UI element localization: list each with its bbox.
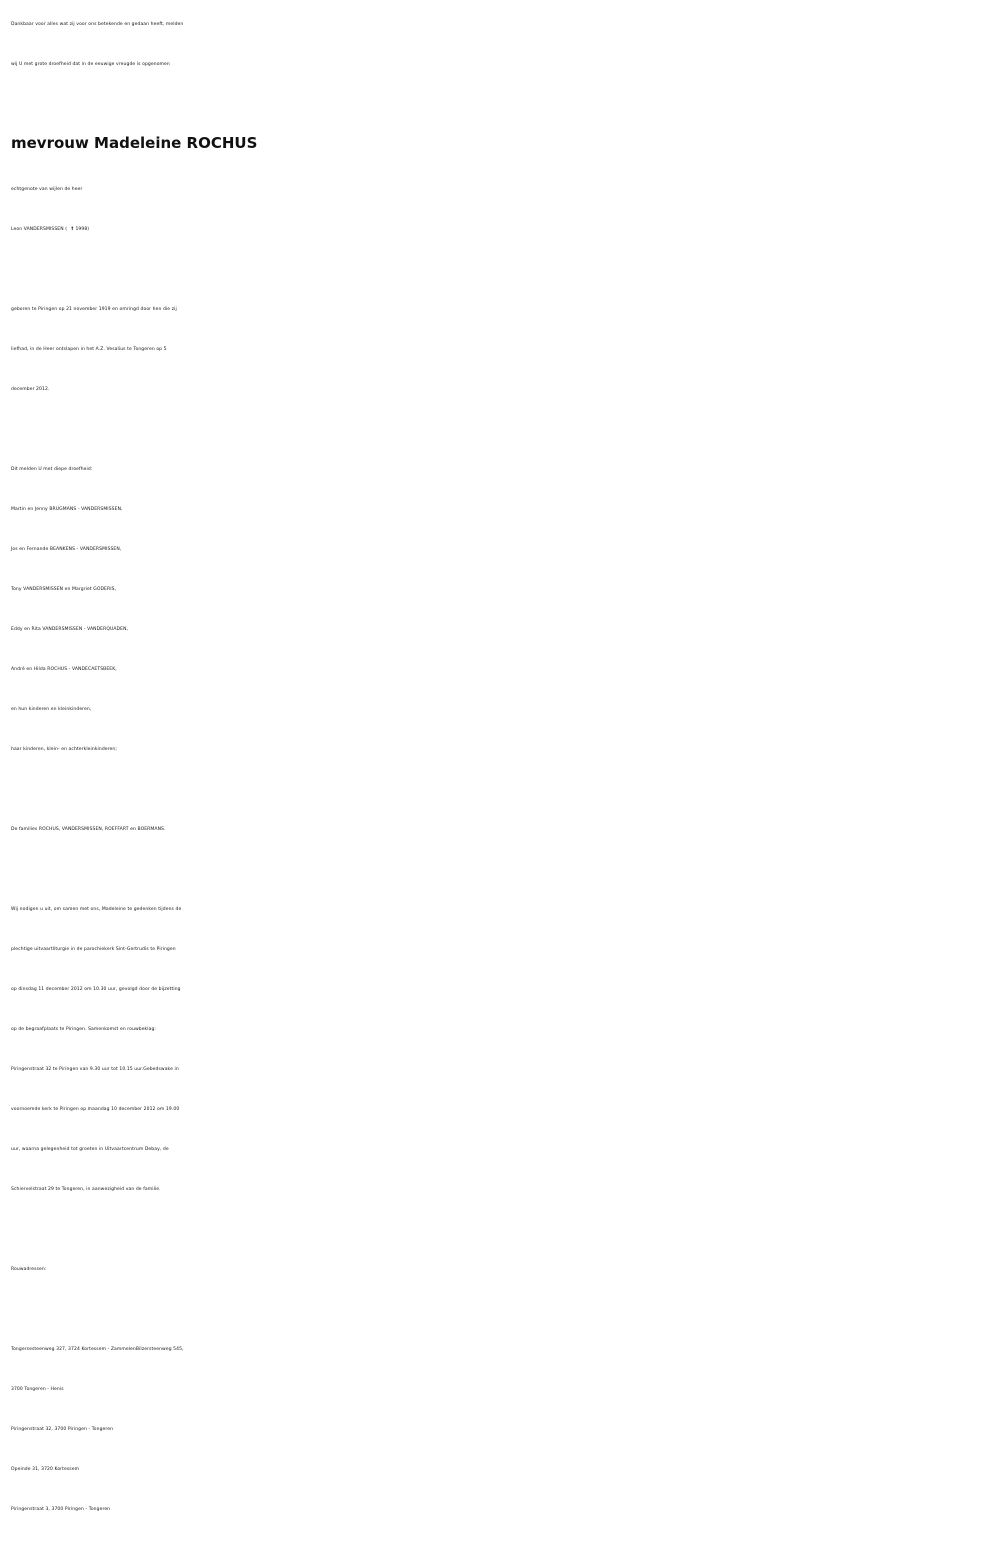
cross-icon: † <box>71 227 74 232</box>
birth-death-line: geboren te Piringen op 21 november 1919 en omringd door hen die zij <box>11 307 177 312</box>
paragraph-spacer <box>11 410 991 450</box>
invitation-line: Wij nodigen u uit, om samen met ons, Madeleine te gedenken tijdens de <box>11 907 182 912</box>
deceased-name: mevrouw Madeleine ROCHUS <box>11 134 258 152</box>
intro-line: wij U met grote droefheid dat in de eeuwige vreugde is opgenomen <box>11 62 170 67</box>
addresses-heading: Rouwadressen: <box>11 1267 47 1272</box>
paragraph-spacer <box>11 850 991 890</box>
address-line: Tongersesteenweg 327, 3724 Kortessem - ZammelenBilzersteenweg 545, <box>11 1347 184 1352</box>
birth-death-line: liefhad, in de Heer ontslapen in het A.Z. Vesalius te Tongeren op 5 <box>11 347 167 352</box>
invitation-line: plechtige uitvaartliturgie in de parochiekerk Sint-Gertrudis te Piringen <box>11 947 176 952</box>
invitation-line: voornoemde kerk te Piringen op maandag 10 december 2012 om 19.00 <box>11 1107 180 1112</box>
mourner-line: Jos en Fernande BEANKENS - VANDERSMISSEN, <box>11 547 122 552</box>
mourner-line: Tony VANDERSMISSEN en Margriet GODERIS, <box>11 587 117 592</box>
invitation-line: op dinsdag 11 december 2012 om 10.30 uur, gevolgd door de bijzetting <box>11 987 181 992</box>
address-line: Piringenstraat 3, 3700 Piringen - Tongeren <box>11 1507 111 1512</box>
mourner-line: Martin en Jenny BRUGMANS - VANDERSMISSEN, <box>11 507 123 512</box>
mourner-line: Eddy en Rita VANDERSMISSEN - VANDERQUADEN, <box>11 627 129 632</box>
invitation-line: op de begraafplaats te Piringen. Samenkomst en rouwbeklag: <box>11 1027 157 1032</box>
invitation-line: Schiervelstraat 29 te Tongeren, in aanwezigheid van de familie. <box>11 1187 161 1192</box>
intro-line: Dankbaar voor alles wat zij voor ons betekende en gedaan heeft, melden <box>11 22 184 27</box>
birth-death-line: december 2012. <box>11 387 50 392</box>
paragraph-spacer <box>11 250 991 290</box>
mourner-line: en hun kinderen en kleinkinderen, <box>11 707 92 712</box>
mourner-line: André en Hilda ROCHUS - VANDECAETSBEEK, <box>11 667 117 672</box>
paragraph-spacer <box>11 1210 991 1250</box>
death-year: 1998) <box>75 227 90 232</box>
families-line: De families ROCHUS, VANDERSMISSEN, ROEFFART en BOERMANS. <box>11 827 166 832</box>
spouse-line <box>11 210 991 250</box>
mourner-line: haar kinderen, klein- en achterkleinkinderen; <box>11 747 117 752</box>
address-line: Opeinde 31, 3720 Kortessem <box>11 1467 80 1472</box>
address-line: 3700 Tongeren - Henis <box>11 1387 64 1392</box>
mourners-heading: Dit melden U met diepe droefheid: <box>11 467 93 472</box>
invitation-line: Piringenstraat 32 te Piringen van 9.30 uur tot 10.15 uur.Gebedswake in <box>11 1067 179 1072</box>
invitation-line: uur, waarna gelegenheid tot groeten in Uitvaartcentrum Debay, de <box>11 1147 169 1152</box>
spouse-line: echtgenote van wijlen de heer <box>11 187 83 192</box>
spouse-name: Leon VANDERSMISSEN ( <box>11 227 68 232</box>
address-line: Piringenstraat 32, 3700 Piringen - Tongeren <box>11 1427 114 1432</box>
paragraph-spacer <box>11 1290 991 1330</box>
obituary-document <box>11 5 991 1530</box>
paragraph-spacer <box>11 770 991 810</box>
